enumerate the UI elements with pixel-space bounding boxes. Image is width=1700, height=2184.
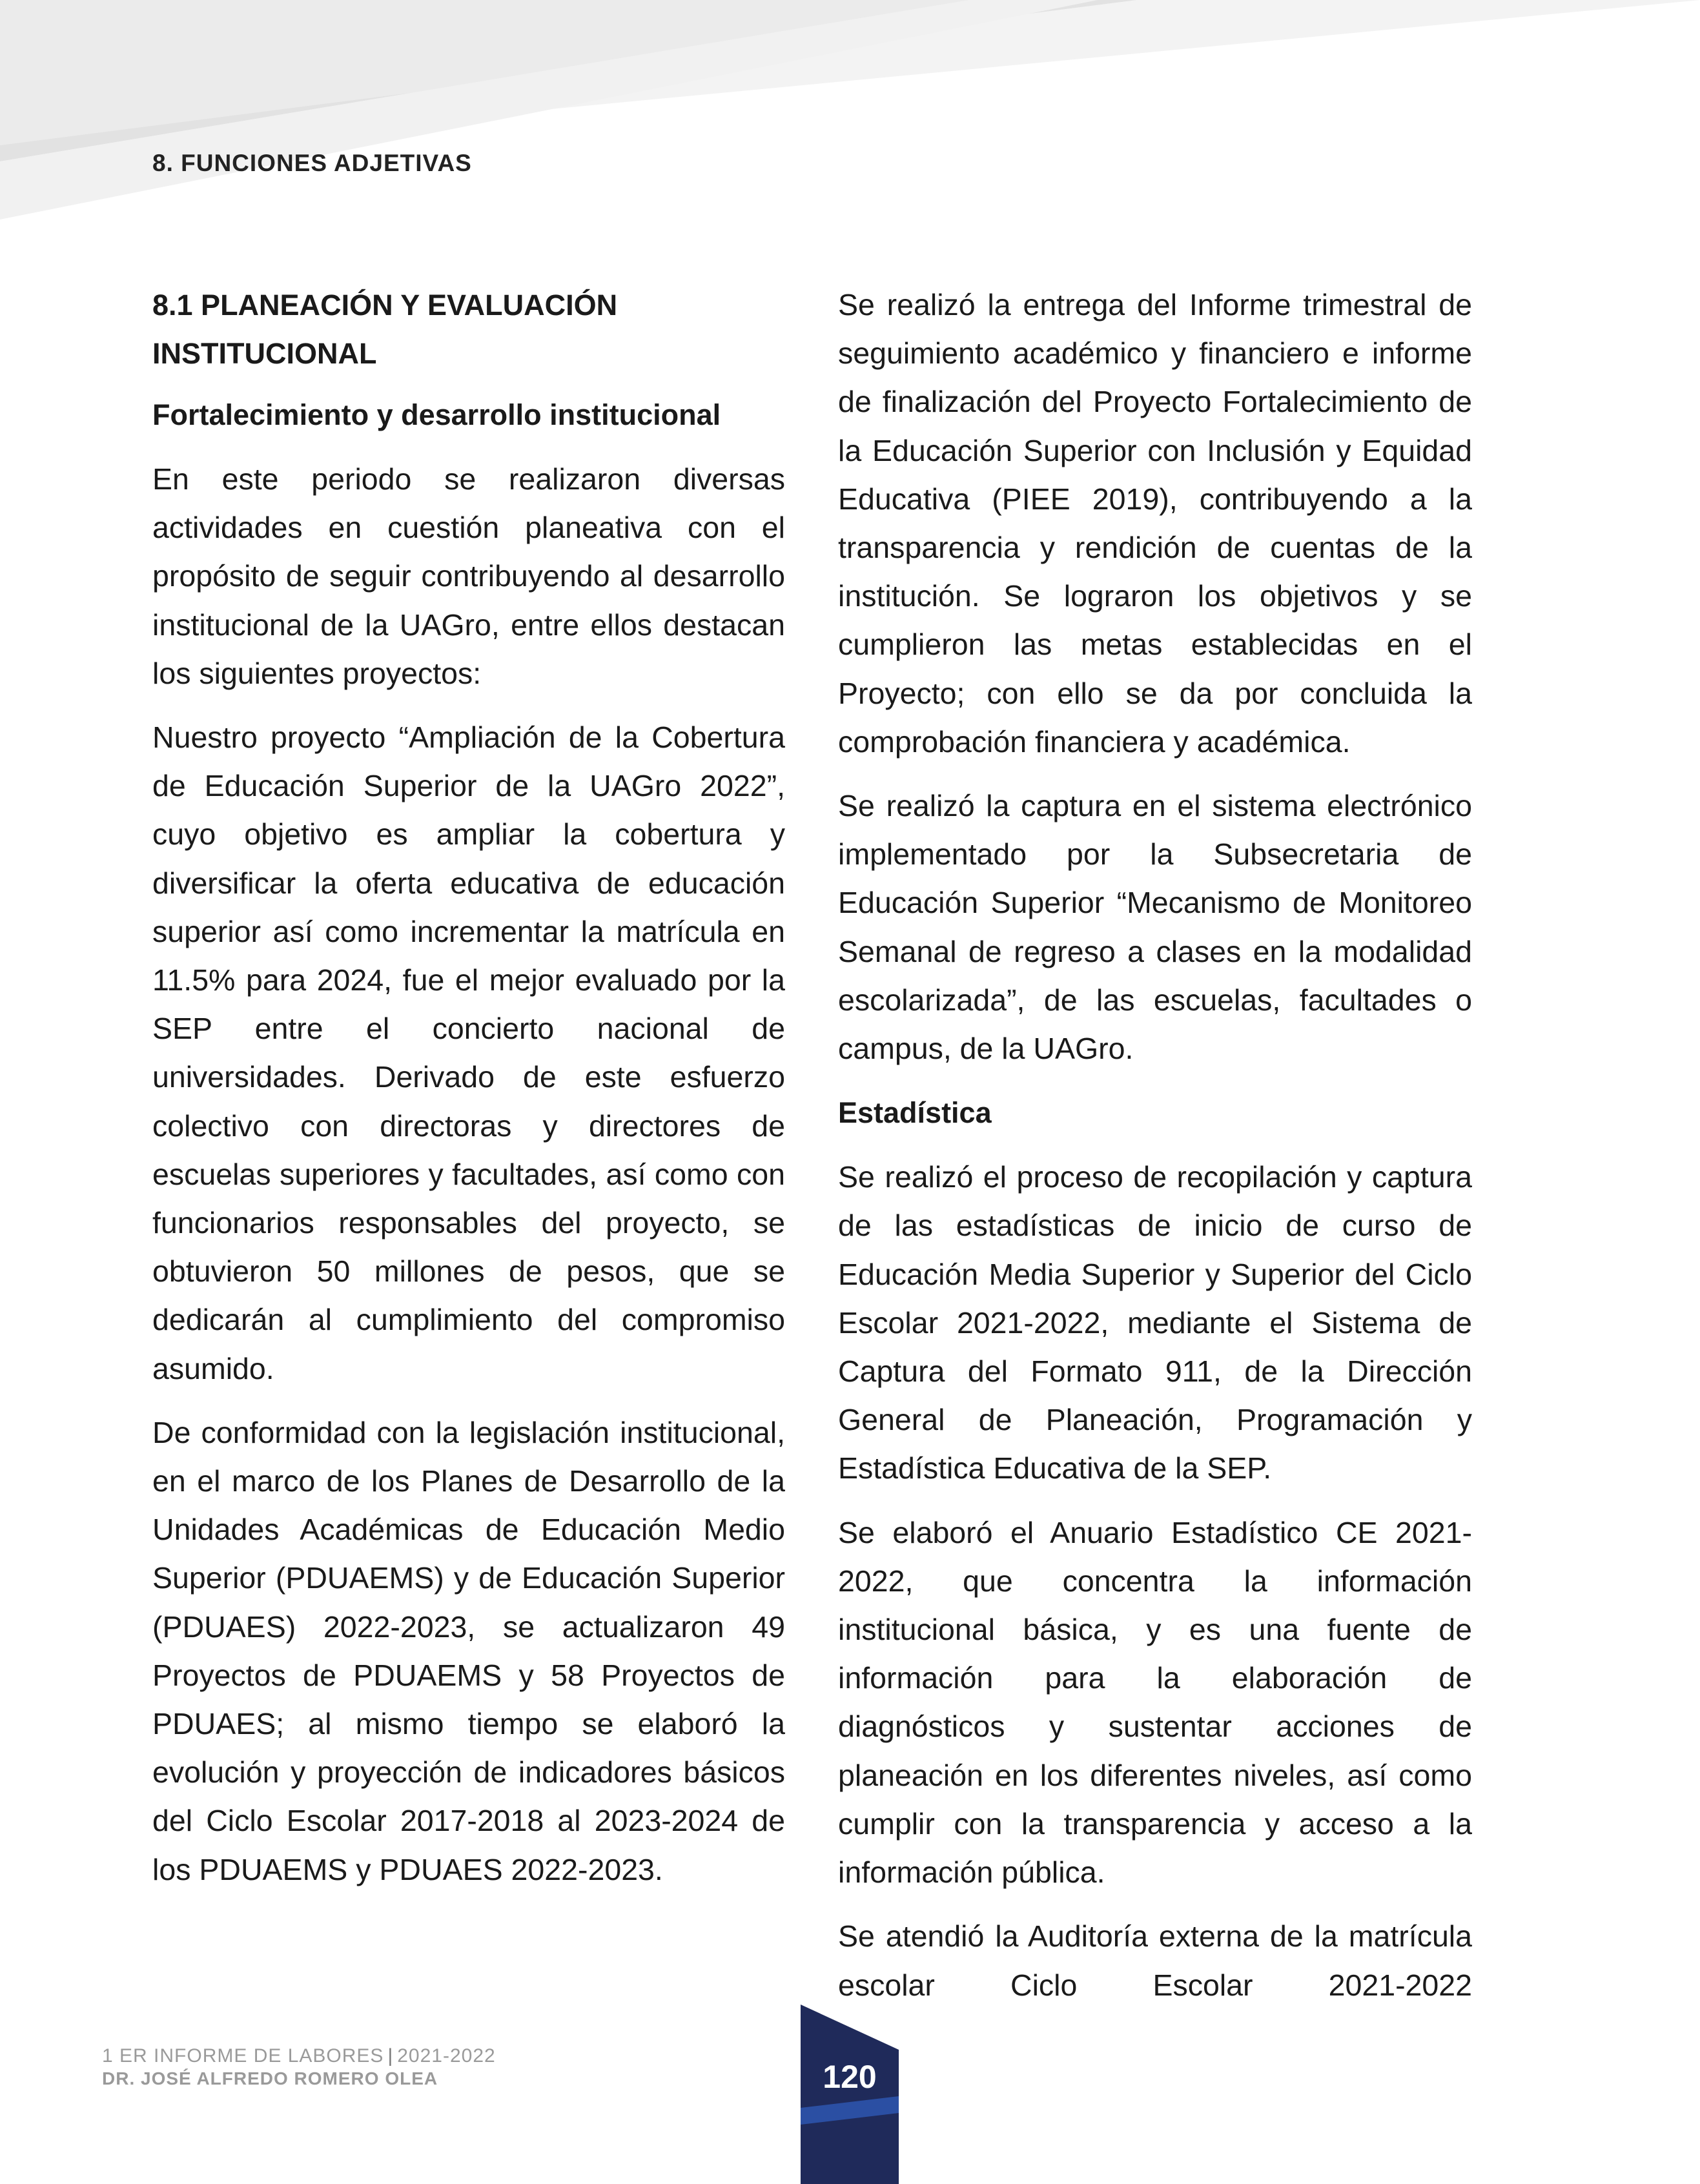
subsection-heading: Estadística <box>838 1096 992 1130</box>
report-period: 2021-2022 <box>397 2045 496 2067</box>
paragraph: Se elaboró el Anuario Estadístico CE 2021-2022, que concentra la información institucional básica, y es una fuente de información para la elaboración de diagnósticos y sustentar acciones de planeación en los diferentes niveles, así como cumplir con la transparencia y acceso a la información pública. <box>838 1515 1472 1890</box>
left-column <box>152 281 785 1910</box>
paragraph: En este periodo se realizaron diversas actividades en cuestión planeativa con el propósito de seguir contribuyendo al desarrollo institucional de la UAGro, entre ellos destacan los siguientes proyectos: <box>152 462 785 690</box>
header-decoration <box>0 0 1700 232</box>
footer-report-title <box>102 2045 496 2067</box>
page-number: 120 <box>823 2059 877 2095</box>
paragraph: De conformidad con la legislación institucional, en el marco de los Planes de Desarrollo de la Unidades Académicas de Educación Medio Superior (PDUAEMS) y de Educación Superior (PDUAES) 2022-2023, se actualizaron 49 Proyectos de PDUAEMS y 58 Proyectos de PDUAES; al mismo tiempo se elaboró la evolución y proyección de indicadores básicos del Ciclo Escolar 2017-2018 al 2023-2024 de los PDUAEMS y PDUAES 2022-2023. <box>152 1415 785 1886</box>
paragraph: Se atendió la Auditoría externa de la matrícula escolar Ciclo Escolar 2021-2022 <box>838 1919 1472 2002</box>
paragraph: Se realizó la entrega del Informe trimestral de seguimiento académico y financiero e informe de finalización del Proyecto Fortalecimiento de la Educación Superior con Inclusión y Equidad Educativa (PIEE 2019), contribuyendo a la transparencia y rendición de cuentas de la institución. Se lograron los objetivos y se cumplieron las metas establecidas en el Proyecto; con ello se da por concluida la comprobación financiera y académica. <box>838 288 1472 759</box>
subsection-heading: Fortalecimiento y desarrollo institucional <box>152 398 721 431</box>
footer-separator: | <box>387 2045 394 2067</box>
section-label: 8. FUNCIONES ADJETIVAS <box>152 150 472 176</box>
paragraph: Se realizó el proceso de recopilación y captura de las estadísticas de inicio de curso de Educación Media Superior y Superior del Ciclo Escolar 2021-2022, mediante el Sistema de Captura del Formato 911, de la Dirección General de Planeación, Programación y Estadística Educativa de la SEP. <box>838 1160 1472 1485</box>
paragraph: Nuestro proyecto “Ampliación de la Cobertura de Educación Superior de la UAGro 2022”, cuyo objetivo es ampliar la cobertura y diversificar la oferta educativa de educación superior así como incrementar la matrícula en 11.5% para 2024, fue el mejor evaluado por la SEP entre el concierto nacional de universidades. Derivado de este esfuerzo colectivo con directoras y directores de escuelas superiores y facultades, así como con funcionarios responsables del proyecto, se obtuvieron 50 millones de pesos, que se dedicarán al cumplimiento del compromiso asumido. <box>152 720 785 1385</box>
section-heading: 8.1 PLANEACIÓN Y EVALUACIÓN INSTITUCIONAL <box>152 289 618 370</box>
footer-author: DR. JOSÉ ALFREDO ROMERO OLEA <box>102 2068 438 2088</box>
right-column <box>838 281 1472 2025</box>
report-title: 1 ER INFORME DE LABORES <box>102 2045 384 2067</box>
paragraph: Se realizó la captura en el sistema electrónico implementado por la Subsecretaria de Educación Superior “Mecanismo de Monitoreo Semanal de regreso a clases en la modalidad escolarizada”, de las escuelas, facultades o campus, de la UAGro. <box>838 789 1472 1066</box>
